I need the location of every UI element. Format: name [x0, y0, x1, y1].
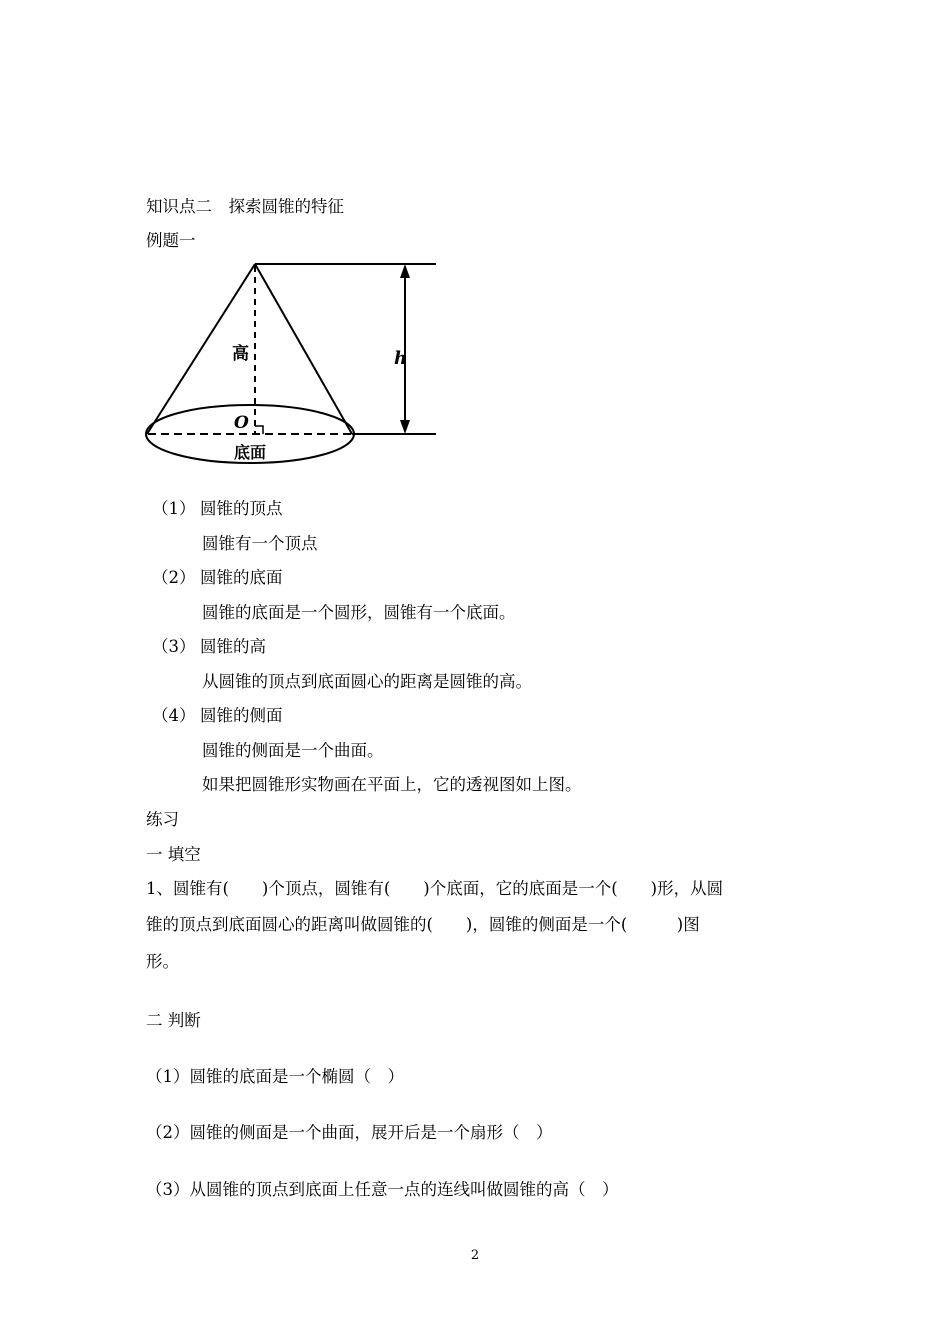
feature-4-desc: 圆锥的侧面是一个曲面。 — [202, 741, 384, 760]
fill-line-2: 锥的顶点到底面圆心的距离叫做圆锥的( )，圆锥的侧面是一个( )图 — [146, 915, 700, 934]
judge-item-1: （1）圆锥的底面是一个椭圆（ ） — [146, 1067, 404, 1086]
feature-1-title: （1） 圆锥的顶点 — [152, 499, 283, 518]
h-arrow-up-head — [400, 264, 410, 278]
section-heading: 知识点二 探索圆锥的特征 — [146, 197, 344, 216]
fill-title: 一 填空 — [146, 845, 201, 864]
judge-title: 二 判断 — [146, 1011, 201, 1030]
h-arrow-down-head — [400, 420, 410, 434]
judge-item-3: （3）从圆锥的顶点到底面上任意一点的连线叫做圆锥的高（ ） — [146, 1180, 619, 1199]
feature-2-title: （2） 圆锥的底面 — [152, 568, 283, 587]
right-angle-mark — [255, 426, 263, 434]
fill-line-3: 形。 — [146, 952, 179, 971]
example-title: 例题一 — [146, 231, 196, 250]
h-label: h — [394, 348, 408, 369]
feature-4-title: （4） 圆锥的侧面 — [152, 706, 283, 725]
base-label: 底面 — [234, 443, 267, 462]
feature-1-desc: 圆锥有一个顶点 — [202, 534, 318, 553]
practice-title: 练习 — [146, 810, 179, 829]
fill-line-1: 1、圆锥有( )个顶点，圆锥有( )个底面，它的底面是一个( )形，从圆 — [146, 879, 724, 898]
page-number: 2 — [470, 1248, 480, 1263]
feature-2-desc: 圆锥的底面是一个圆形，圆锥有一个底面。 — [202, 603, 516, 622]
height-label: 高 — [232, 344, 249, 364]
feature-3-desc: 从圆锥的顶点到底面圆心的距离是圆锥的高。 — [202, 672, 532, 691]
cone-diagram — [140, 256, 440, 466]
feature-3-title: （3） 圆锥的高 — [152, 637, 266, 656]
center-label: O — [234, 413, 249, 433]
perspective-note: 如果把圆锥形实物画在平面上，它的透视图如上图。 — [202, 775, 582, 794]
judge-item-2: （2）圆锥的侧面是一个曲面，展开后是一个扇形（ ） — [146, 1123, 553, 1142]
